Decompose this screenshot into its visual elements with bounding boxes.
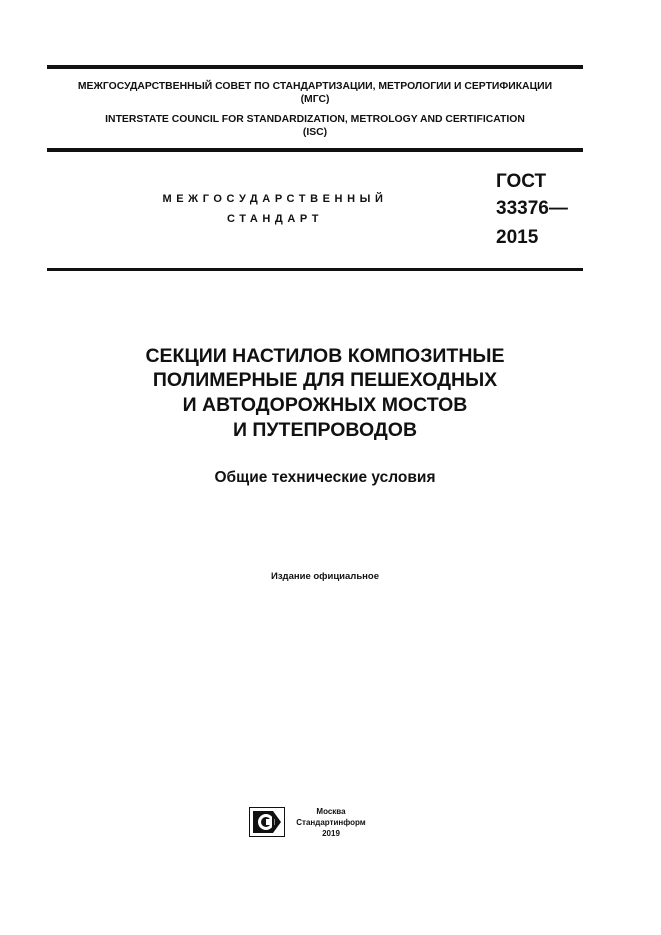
gost-year: 2015: [496, 227, 539, 248]
publisher-city: Москва: [316, 807, 346, 816]
publisher-name: Стандартинформ: [296, 818, 366, 827]
standard-kind-line2: СТАНДАРТ: [226, 213, 324, 225]
council-name-ru: [47, 80, 583, 106]
bottom-rule: [47, 268, 583, 271]
edition-note: Издание официальное: [271, 571, 379, 582]
title-line2: ПОЛИМЕРНЫЕ ДЛЯ ПЕШЕХОДНЫХ: [152, 369, 498, 391]
council-name-en: [47, 113, 583, 139]
standard-kind-line1: МЕЖГОСУДАРСТВЕННЫЙ: [162, 193, 388, 205]
top-rule: [47, 65, 583, 69]
subtitle: Общие технические условия: [214, 469, 436, 486]
council-ru-abbr: (МГС): [300, 94, 330, 105]
middle-rule: [47, 148, 583, 152]
council-en-abbr: (ISC): [302, 127, 328, 138]
publisher-year: 2019: [322, 829, 340, 838]
council-ru-line1: МЕЖГОСУДАРСТВЕННЫЙ СОВЕТ ПО СТАНДАРТИЗАЦИИ, МЕТРОЛОГИИ И СЕРТИФИКАЦИИ: [77, 81, 553, 92]
gost-prefix: ГОСТ: [496, 171, 547, 192]
title-line4: И ПУТЕПРОВОДОВ: [232, 419, 418, 441]
title-line3: И АВТОДОРОЖНЫХ МОСТОВ: [182, 394, 468, 416]
gost-number: 33376—: [496, 198, 568, 219]
title-line1: СЕКЦИИ НАСТИЛОВ КОМПОЗИТНЫЕ: [145, 345, 505, 367]
council-en-line1: INTERSTATE COUNCIL FOR STANDARDIZATION, METROLOGY AND CERTIFICATION: [105, 114, 525, 125]
standartinform-logo-icon: [249, 807, 285, 837]
